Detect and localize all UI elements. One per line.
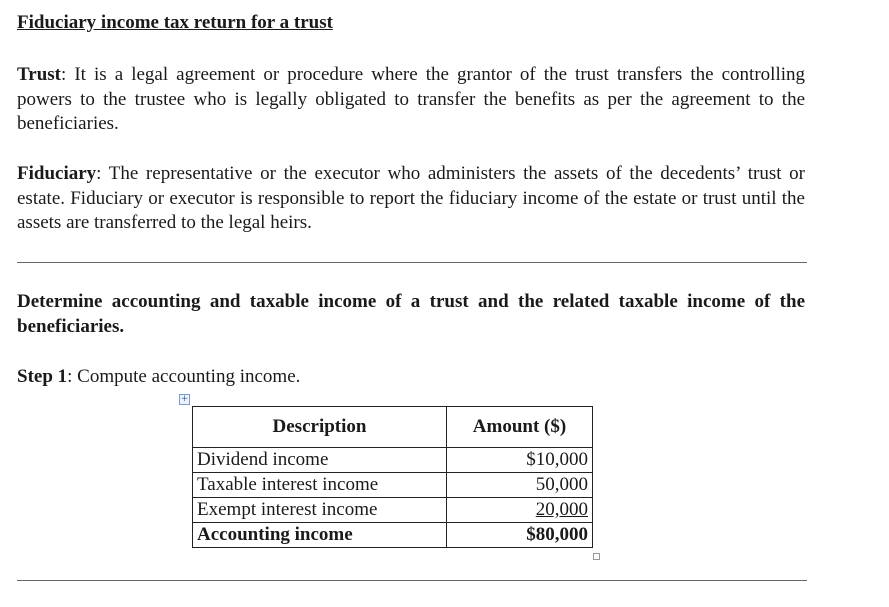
trust-text: : It is a legal agreement or procedure where the grantor of the trust transfers the controlling powers to the trustee who is legally obligated to transfer the benefits as per the agreement to the beneficiaries.	[17, 64, 805, 134]
row-description: Taxable interest income	[193, 473, 447, 498]
trust-definition	[17, 63, 805, 137]
row-amount: $80,000	[447, 523, 593, 548]
row-amount: $10,000	[447, 448, 593, 473]
divider	[17, 580, 807, 581]
row-description: Dividend income	[193, 448, 447, 473]
fiduciary-term: Fiduciary	[17, 163, 97, 184]
step-1-text: : Compute accounting income.	[67, 366, 301, 387]
fiduciary-text: : The representative or the executor who administers the assets of the decedents’ trust or estate. Fiduciary or executor is responsible to report the fiduciary income of the estate or trust until the assets are transferred to the legal heirs.	[17, 163, 805, 233]
step-1-label: Step 1	[17, 366, 68, 387]
header-description: Description	[193, 407, 447, 448]
row-description: Accounting income	[193, 523, 447, 548]
divider	[17, 262, 807, 263]
row-amount: 20,000	[535, 499, 588, 520]
table-row	[193, 498, 593, 523]
step-1-heading	[17, 366, 300, 388]
header-amount: Amount ($)	[447, 407, 593, 448]
row-amount: 50,000	[447, 473, 593, 498]
table-row-total	[193, 523, 593, 548]
trust-term: Trust	[17, 64, 61, 85]
table-move-handle-icon[interactable]: +	[180, 394, 189, 404]
table-header-row	[193, 407, 593, 448]
accounting-income-table	[192, 406, 593, 548]
row-description: Exempt interest income	[193, 498, 447, 523]
table-row	[193, 448, 593, 473]
fiduciary-definition	[17, 162, 805, 236]
table-row	[193, 473, 593, 498]
table-resize-handle[interactable]	[593, 553, 600, 560]
page-title: Fiduciary income tax return for a trust	[17, 12, 333, 33]
question-text: Determine accounting and taxable income of a trust and the related taxable income of the beneficiaries.	[17, 291, 805, 337]
